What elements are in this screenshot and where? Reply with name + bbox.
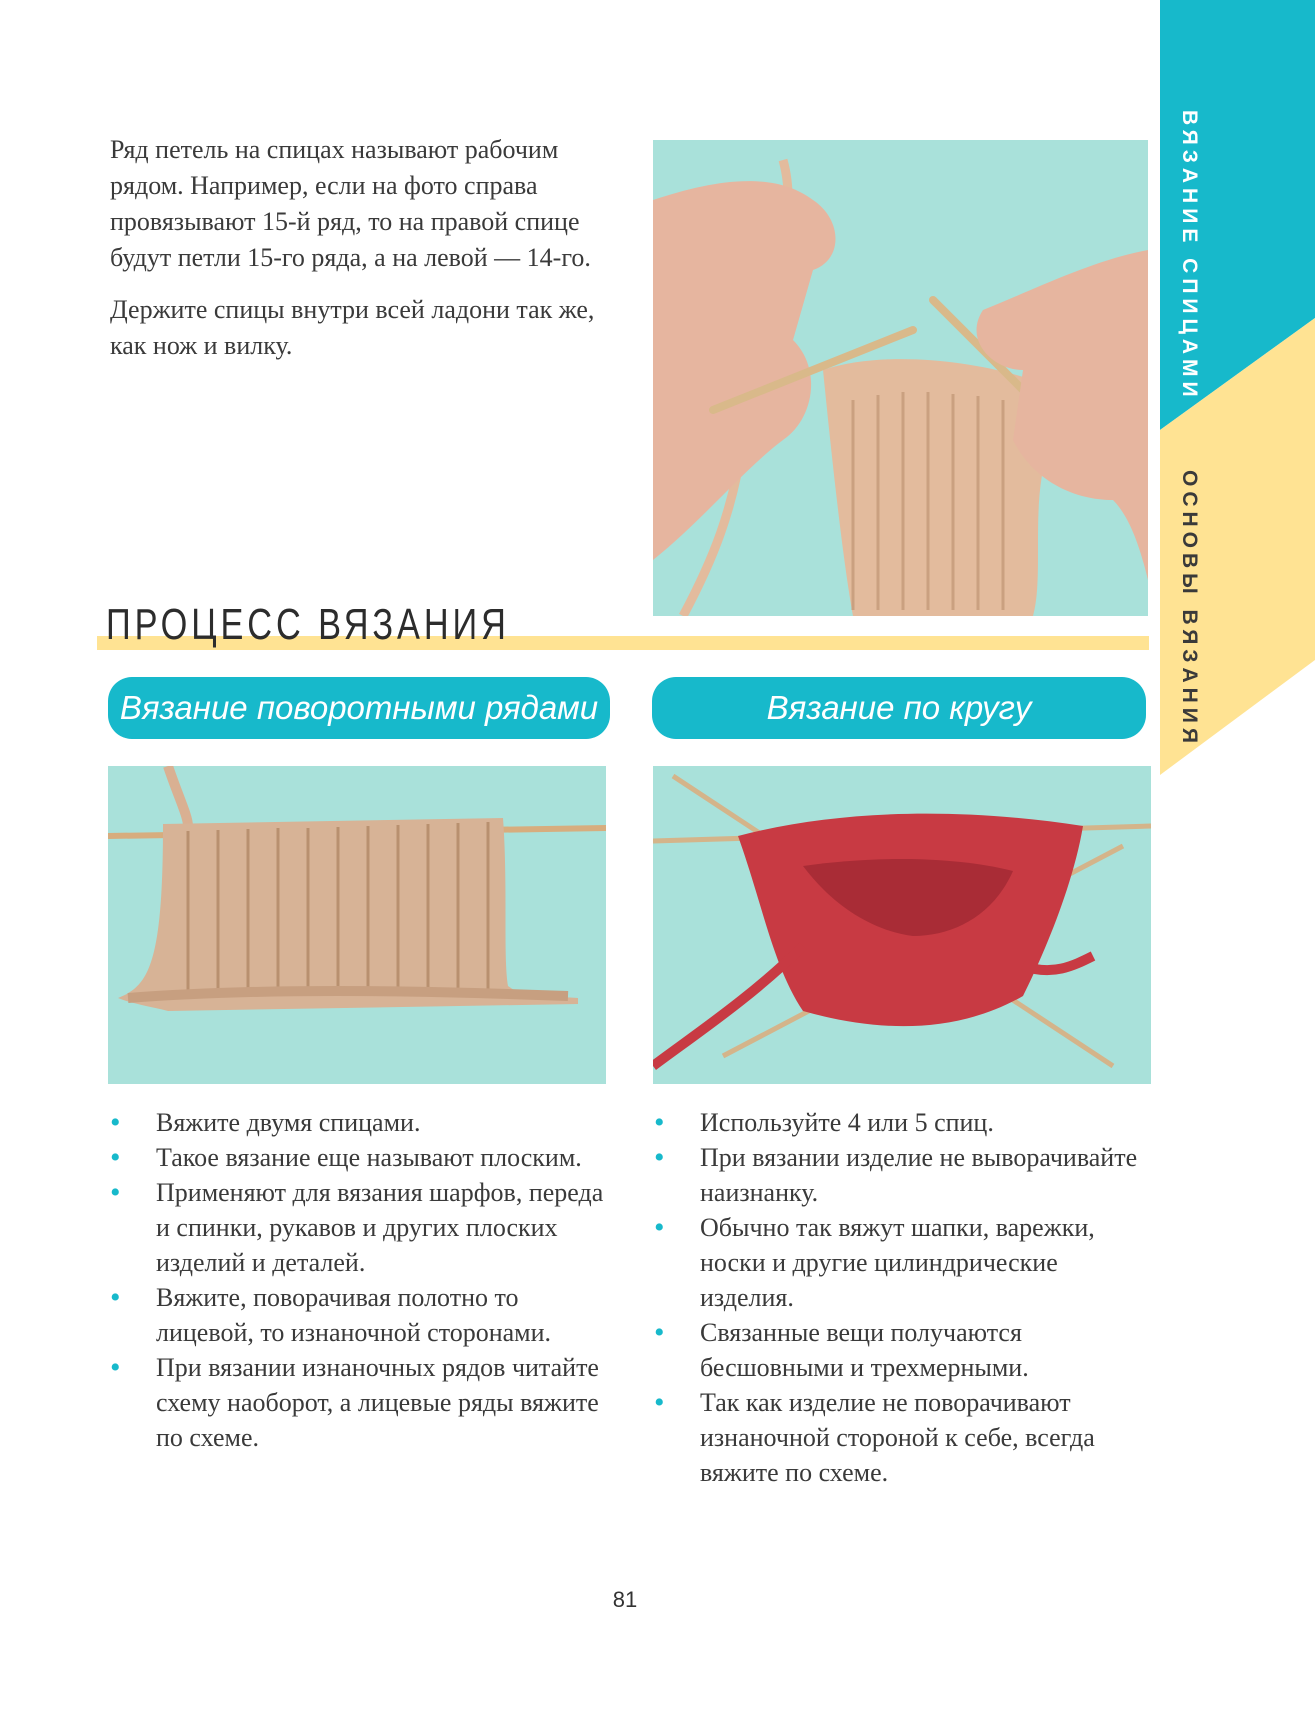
- list-item: [652, 1315, 1152, 1385]
- list-item-text: Связанные вещи получаются бесшовными и трехмерными.: [700, 1318, 1029, 1382]
- side-tab-knitting[interactable]: ВЯЗАНИЕ СПИЦАМИ: [1178, 110, 1201, 402]
- side-tab-basics[interactable]: ОСНОВЫ ВЯЗАНИЯ: [1178, 470, 1201, 748]
- intro-paragraph-1: Ряд петель на спицах называют рабочим рядом. Например, если на фото справа провязывают 15-й ряд, то на правой спице будут петли 15-го ряда, а на левой — 14-го.: [110, 135, 591, 272]
- list-item-text: Так как изделие не поворачивают изнаночной стороной к себе, всегда вяжите по схеме.: [700, 1388, 1095, 1487]
- list-item: [108, 1105, 608, 1140]
- list-item: [652, 1210, 1152, 1315]
- bullet-icon: •: [110, 1106, 121, 1139]
- section-title: ПРОЦЕСС ВЯЗАНИЯ: [106, 600, 510, 649]
- list-item-text: При вязании изнаночных рядов читайте схему наоборот, а лицевые ряды вяжите по схеме.: [156, 1353, 599, 1452]
- bullet-icon: •: [110, 1176, 121, 1209]
- list-item: [108, 1350, 608, 1455]
- list-item: [108, 1280, 608, 1350]
- round-knitting-photo: [653, 766, 1151, 1084]
- round-knitting-heading: Вязание по кругу: [652, 677, 1146, 739]
- bullet-icon: •: [654, 1106, 665, 1139]
- list-item-text: Вяжите двумя спицами.: [156, 1108, 421, 1137]
- list-item-text: Используйте 4 или 5 спиц.: [700, 1108, 994, 1137]
- bullet-icon: •: [654, 1386, 665, 1419]
- flat-knitting-heading: Вязание поворотными рядами: [108, 677, 610, 739]
- bullet-icon: •: [110, 1281, 121, 1314]
- list-item: [108, 1140, 608, 1175]
- list-item-text: Обычно так вяжут шапки, варежки, носки и другие цилиндрические изделия.: [700, 1213, 1095, 1312]
- bullet-icon: •: [654, 1316, 665, 1349]
- list-item: [652, 1105, 1152, 1140]
- intro-paragraph-2: Держите спицы внутри всей ладони так же, как нож и вилку.: [110, 295, 595, 360]
- bullet-icon: •: [110, 1351, 121, 1384]
- list-item: [652, 1140, 1152, 1210]
- bullet-icon: •: [110, 1141, 121, 1174]
- list-item-text: Вяжите, поворачивая полотно то лицевой, то изнаночной сторонами.: [156, 1283, 552, 1347]
- flat-knitting-photo: [108, 766, 606, 1084]
- list-item: [108, 1175, 608, 1280]
- list-item: [652, 1385, 1152, 1490]
- list-item-text: Такое вязание еще называют плоским.: [156, 1143, 582, 1172]
- hands-knitting-photo: [653, 140, 1148, 616]
- bullet-icon: •: [654, 1141, 665, 1174]
- list-item-text: Применяют для вязания шарфов, переда и спинки, рукавов и других плоских изделий и деталей.: [156, 1178, 604, 1277]
- round-knitting-bullets: [652, 1105, 1152, 1490]
- page-number: 81: [612, 1587, 638, 1612]
- list-item-text: При вязании изделие не выворачивайте наизнанку.: [700, 1143, 1138, 1207]
- flat-knitting-bullets: [108, 1105, 608, 1455]
- intro-text: [110, 132, 610, 380]
- bullet-icon: •: [654, 1211, 665, 1244]
